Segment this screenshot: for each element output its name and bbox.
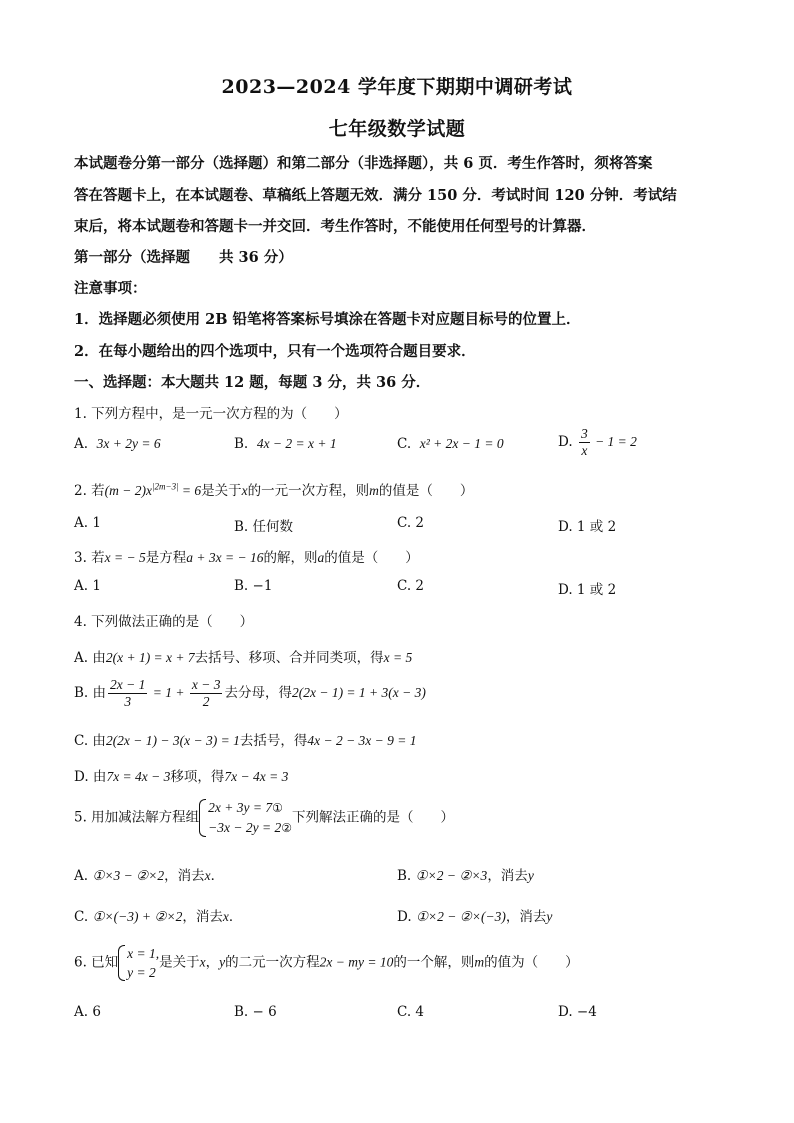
q3-option-b: B. −1 [234,578,273,594]
q1-option-c: C. x² + 2x − 1 = 0 [397,436,504,452]
q2-option-c: C. 2 [397,515,425,531]
part1-heading: 第一部分（选择题 共 36 分） [74,249,293,266]
q2-stem: 2. 若$(m - 2)x^{|2m-3|} = 6$是关于x的一元一次方程，则m的值是（ ） [74,481,474,499]
intro-line-1: 本试题卷分第一部分（选择题）和第二部分（非选择题），共 6 页．考生作答时，须将答案 [74,155,653,172]
q2-option-b: B. 任何数 [234,519,294,535]
q4-option-b: B. 由 $\frac{2x - 1}{3}$ = 1 + $\frac{x - 3}{2}$ 去分母，得2(2x − 1) = 1 + 3(x − 3) [74,677,426,709]
q4-option-c: C. 由2(2x − 1) − 3(x − 3) = 1去括号，得4x − 2 − 3x − 9 = 1 [74,733,417,749]
q1-option-a: A. 3x + 2y = 6 [74,436,161,452]
q6-option-d: D. −4 [558,1004,597,1020]
intro-line-3: 束后，将本试题卷和答题卡一并交回．考生作答时，不能使用任何型号的计算器． [74,218,596,235]
q3-option-d: D. 1 或 2 [558,582,617,598]
q2-option-a: A. 1 [74,515,101,531]
q4-option-d: D. 由7x = 4x − 3移项，得7x − 4x = 3 [74,769,289,785]
q6-option-c: C. 4 [397,1004,425,1020]
q6-stem: 6. 已知 x = 1, y = 2 是关于x，y的二元一次方程2x − my = 10的一个解，则m的值为（ ） [74,946,579,980]
notice-1: 1．选择题必须使用 2B 铅笔将答案标号填涂在答题卡对应题目标号的位置上． [74,311,581,328]
q5-equation-system: 2x + 3y = 7① −3x − 2y = 2② [199,798,292,838]
q5-option-a: A. ①×3 − ②×2，消去x． [74,868,225,884]
q1-stem: 1. 下列方程中，是一元一次方程的为（ ） [74,406,348,422]
q6-option-a: A. 6 [74,1004,101,1020]
q5-option-d: D. ①×2 − ②×(−3)，消去y [397,909,553,925]
notice-2: 2．在每小题给出的四个选项中，只有一个选项符合题目要求． [74,343,476,360]
q4-stem: 4. 下列做法正确的是（ ） [74,614,254,630]
q4-option-a: A. 由2(x + 1) = x + 7去括号、移项、合并同类项，得x = 5 [74,650,413,666]
section-1-heading: 一、选择题：本大题共 12 题，每题 3 分，共 36 分． [74,374,431,391]
q5-option-c: C. ①×(−3) + ②×2，消去x． [74,909,243,925]
q3-stem: 3. 若x = − 5是方程a + 3x = − 16的解，则a的值是（ ） [74,550,419,566]
intro-line-2: 答在答题卡上，在本试题卷、草稿纸上答题无效．满分 150 分．考试时间 120 分钟．考试结 [74,187,677,204]
q5-option-b: B. ①×2 − ②×3，消去y [397,868,534,884]
q2-option-d: D. 1 或 2 [558,519,617,535]
notice-title: 注意事项： [74,280,147,297]
q3-option-c: C. 2 [397,578,425,594]
q1-option-d: D. $\frac{3}{x}$ − 1 = 2 [558,426,637,458]
q6-solution-system: x = 1, y = 2 [118,944,159,982]
q3-option-a: A. 1 [74,578,101,594]
q6-option-b: B. − 6 [234,1004,277,1020]
q1-option-b: B. 4x − 2 = x + 1 [234,436,337,452]
exam-title: 2023—2024 学年度下期期中调研考试 [221,76,573,98]
q5-stem: 5. 用加减法解方程组 2x + 3y = 7① −3x − 2y = 2② 下列解法正确的是（ ） [74,798,454,838]
exam-subtitle: 七年级数学试题 [328,118,466,140]
